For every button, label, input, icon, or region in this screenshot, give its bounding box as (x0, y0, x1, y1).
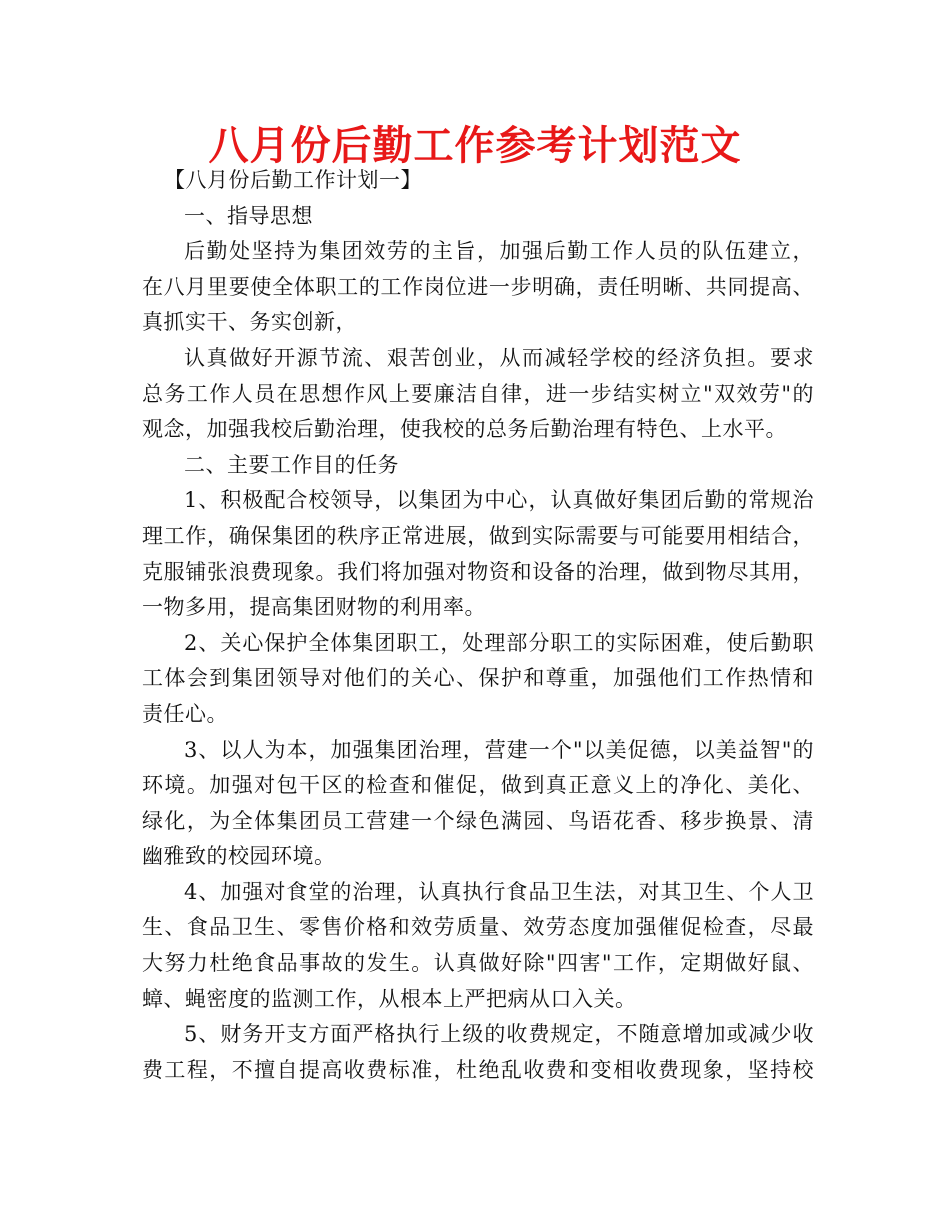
text-line: 3、以人为本，加强集团治理，营建一个"以美促德，以美益智"的 (184, 737, 814, 762)
subsection-heading: 二、主要工作目的任务 (184, 452, 399, 477)
text-line: 1、积极配合校领导，以集团为中心，认真做好集团后勤的常规治 (184, 488, 814, 513)
text-line: 一物多用，提高集团财物的利用率。 (142, 595, 486, 620)
text-line: 2、关心保护全体集团职工，处理部分职工的实际困难，使后勤职 (184, 630, 814, 655)
subsection-heading: 一、指导思想 (184, 203, 313, 228)
text-line: 后勤处坚持为集团效劳的主旨，加强后勤工作人员的队伍建立， (184, 239, 814, 264)
text-line: 生、食品卫生、零售价格和效劳质量、效劳态度加强催促检查，尽最 (142, 915, 814, 940)
text-line: 工体会到集团领导对他们的关心、保护和尊重，加强他们工作热情和 (142, 666, 814, 691)
text-line: 大努力杜绝食品事故的发生。认真做好除"四害"工作，定期做好鼠、 (142, 951, 814, 976)
text-line: 理工作，确保集团的秩序正常进展，做到实际需要与可能要用相结合， (142, 523, 814, 548)
text-line: 费工程，不擅自提高收费标准，杜绝乱收费和变相收费现象，坚持校 (142, 1057, 814, 1082)
text-line: 克服铺张浪费现象。我们将加强对物资和设备的治理，做到物尽其用， (142, 559, 814, 584)
text-line: 5、财务开支方面严格执行上级的收费规定，不随意增加或减少收 (184, 1022, 814, 1047)
text-line: 观念，加强我校后勤治理，使我校的总务后勤治理有特色、上水平。 (142, 417, 787, 442)
text-line: 环境。加强对包干区的检查和催促，做到真正意义上的净化、美化、 (142, 773, 814, 798)
document-title: 八月份后勤工作参考计划范文 (208, 123, 742, 169)
text-line: 认真做好开源节流、艰苦创业，从而减轻学校的经济负担。要求 (184, 345, 814, 370)
text-line: 幽雅致的校园环境。 (142, 844, 336, 869)
text-line: 总务工作人员在思想作风上要廉洁自律，进一步结实树立"双效劳"的 (142, 381, 814, 406)
text-line: 4、加强对食堂的治理，认真执行食品卫生法，对其卫生、个人卫 (184, 879, 814, 904)
text-line: 责任心。 (142, 701, 228, 726)
text-line: 蟑、蝇密度的监测工作，从根本上严把病从口入关。 (142, 986, 637, 1011)
text-line: 真抓实干、务实创新， (142, 310, 357, 335)
document-body (142, 163, 814, 1088)
section-heading: 【八月份后勤工作计划一】 (164, 168, 422, 192)
text-line: 在八月里要使全体职工的工作岗位进一步明确，责任明晰、共同提高、 (142, 274, 814, 299)
text-line: 绿化，为全体集团员工营建一个绿色满园、鸟语花香、移步换景、清 (142, 808, 814, 833)
